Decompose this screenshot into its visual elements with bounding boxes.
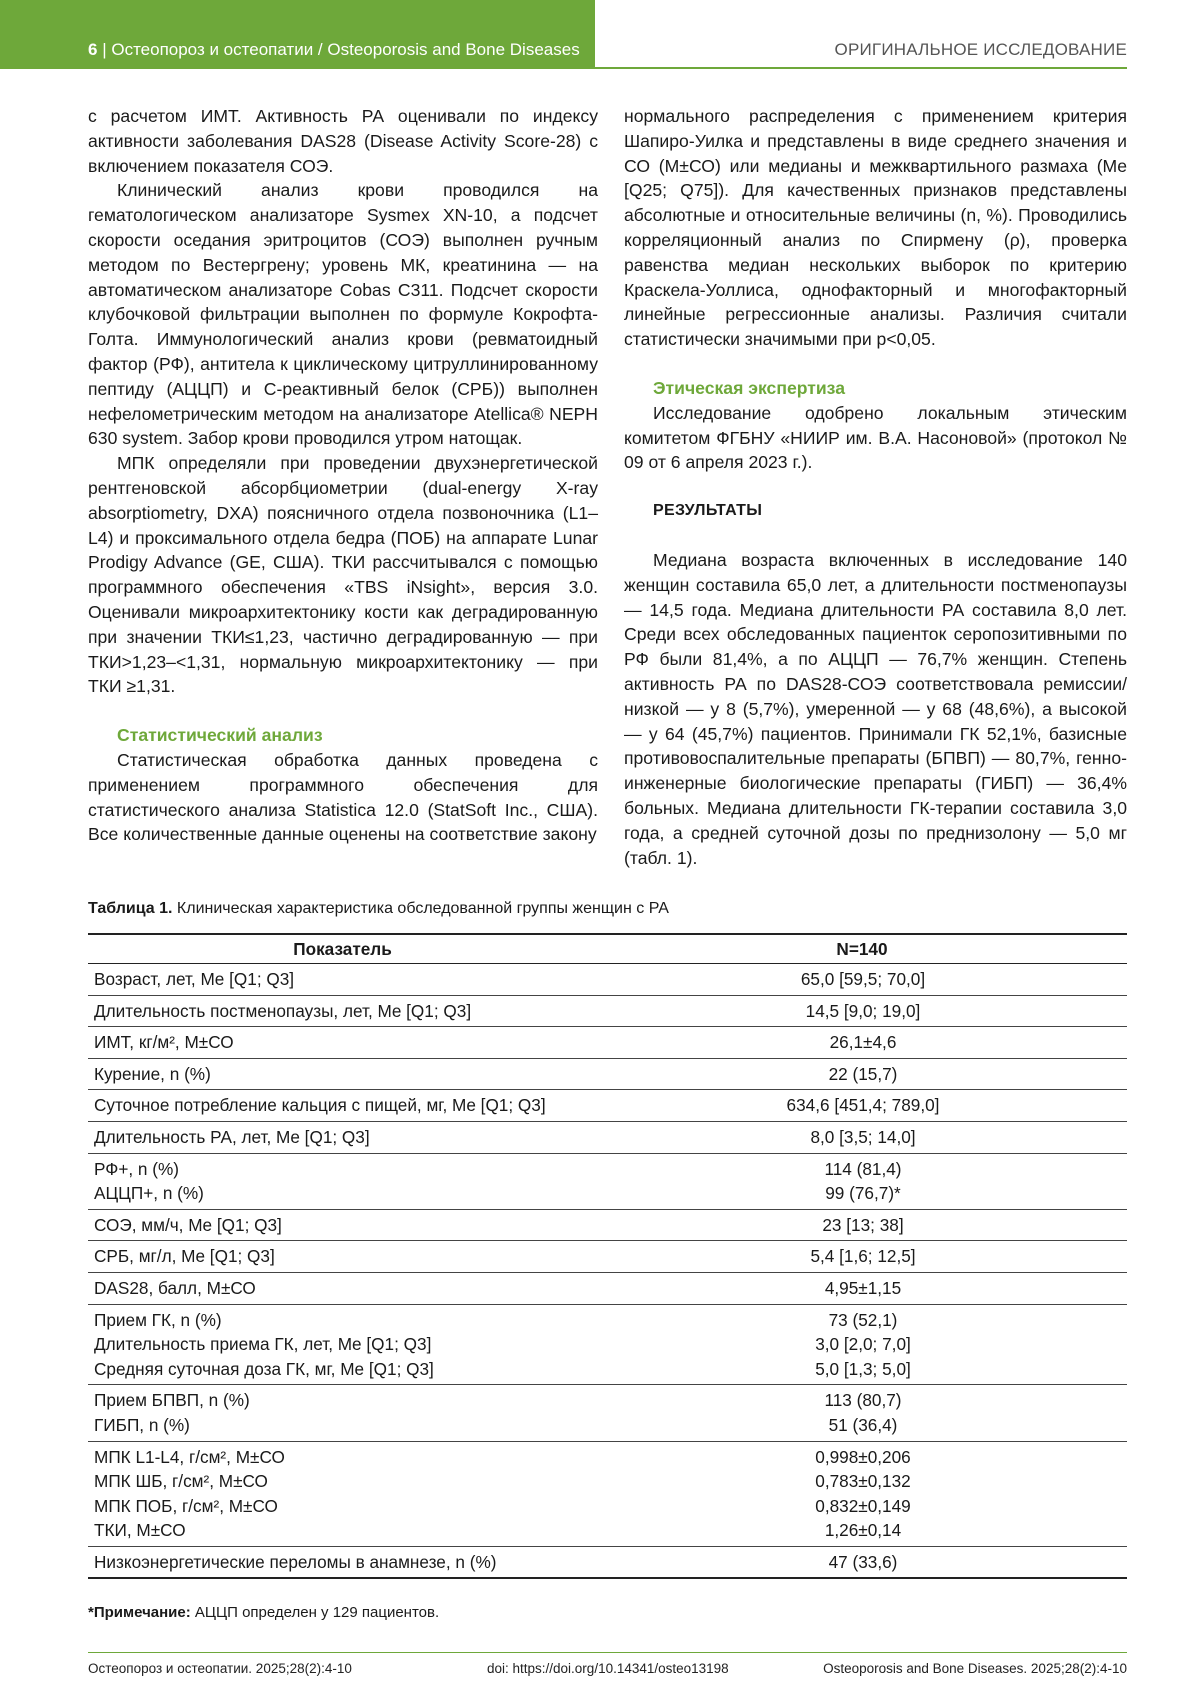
- indicator-value: 0,998±0,206: [815, 1446, 911, 1467]
- indicator-label: Низкоэнергетические переломы в анамнезе, n (%): [94, 1551, 497, 1572]
- indicator-label: МПК ПОБ, г/см², M±СО: [94, 1495, 278, 1516]
- indicator-label: МПК ШБ, г/см², M±СО: [94, 1471, 268, 1492]
- indicator-cell: [88, 995, 597, 1027]
- value-cell: [597, 1153, 1127, 1209]
- indicator-cell: [88, 964, 597, 996]
- indicator-cell: [88, 1027, 597, 1059]
- indicator-label: Длительность постменопаузы, лет, Me [Q1; Q3]: [94, 1000, 472, 1021]
- indicator-value: 114 (81,4): [824, 1158, 902, 1179]
- note-text: АЦЦП определен у 129 пациентов.: [190, 1604, 440, 1621]
- indicator-label: МПК L1-L4, г/см², M±СО: [94, 1446, 285, 1467]
- paragraph: с расчетом ИМТ. Активность РА оценивали по индексу активности заболевания DAS28 (Disease Activity Score-28) с включением показателя СОЭ.: [88, 106, 598, 176]
- indicator-label: ГИБП, n (%): [94, 1414, 190, 1435]
- indicator-value: 23 [13; 38]: [822, 1214, 904, 1235]
- indicator-value: 0,783±0,132: [815, 1471, 911, 1492]
- indicator-label: СОЭ, мм/ч, Me [Q1; Q3]: [94, 1214, 282, 1235]
- table-row: [88, 1441, 1127, 1546]
- table-row: [88, 1090, 1127, 1122]
- table-row: [88, 995, 1127, 1027]
- value-cell: [597, 964, 1127, 996]
- indicator-value: 8,0 [3,5; 14,0]: [810, 1126, 916, 1147]
- value-cell: [597, 1090, 1127, 1122]
- footer-citation-en: Osteoporosis and Bone Diseases. 2025;28(2):4-10: [823, 1661, 1127, 1676]
- indicator-cell: [88, 1058, 597, 1090]
- indicator-label: ТКИ, M±СО: [94, 1520, 186, 1541]
- value-cell: [597, 1272, 1127, 1304]
- indicator-label: Прием БПВП, n (%): [94, 1390, 250, 1411]
- table-body: [88, 964, 1127, 1579]
- value-cell: [597, 1241, 1127, 1273]
- indicator-value: 14,5 [9,0; 19,0]: [805, 1000, 921, 1021]
- indicator-label: АЦЦП+, n (%): [94, 1183, 204, 1204]
- indicator-value: 5,4 [1,6; 12,5]: [810, 1246, 916, 1267]
- running-head: 6 | Остеопороз и остеопатии / Osteoporosis and Bone Diseases: [88, 40, 580, 59]
- table-row: [88, 1121, 1127, 1153]
- indicator-value: 5,0 [1,3; 5,0]: [815, 1358, 911, 1379]
- indicator-value: 26,1±4,6: [829, 1032, 897, 1053]
- table-caption-label: Таблица 1.: [88, 900, 173, 917]
- table-caption: [88, 900, 669, 918]
- table-row: [88, 1272, 1127, 1304]
- indicator-cell: [88, 1121, 597, 1153]
- footer-citation-ru: Остеопороз и остеопатии. 2025;28(2):4-10: [88, 1661, 352, 1676]
- table-header-row: [88, 934, 1127, 964]
- paragraph: нормального распределения с применением критерия Шапиро-Уилка и представлены в виде среднего значения и СО (M±СО) или медианы и межквартильного размаха (Me [Q25; Q75]). Для качественных признаков представлены абсолютные и относительные величины (n, %). Проводились корреляционный анализ по Спирмену (ρ), проверка равенства медиан нескольких выборок по критерию Краскела-Уоллиса, однофакторный и многофакторный линейные регрессионные анализы. Различия считали статистически значимыми при p<0,05.: [624, 106, 1127, 350]
- indicator-value: 51 (36,4): [828, 1414, 898, 1435]
- value-cell: [597, 1058, 1127, 1090]
- indicator-cell: [88, 1209, 597, 1241]
- indicator-value: 3,0 [2,0; 7,0]: [815, 1334, 911, 1355]
- table-row: [88, 1153, 1127, 1209]
- indicator-cell: [88, 1441, 597, 1546]
- indicator-value: 634,6 [451,4; 789,0]: [786, 1095, 940, 1116]
- value-cell: [597, 1441, 1127, 1546]
- indicator-value: 113 (80,7): [824, 1390, 902, 1411]
- page-number: 6: [88, 40, 98, 59]
- section-label: ОРИГИНАЛЬНОЕ ИССЛЕДОВАНИЕ: [834, 40, 1127, 59]
- indicator-cell: [88, 1385, 597, 1441]
- right-column: [624, 104, 1127, 870]
- paragraph: Статистическая обработка данных проведена с применением программного обеспечения для статистического анализа Statistica 12.0 (StatSoft Inc., США). Все количественные данные оценены на соответствие закону: [88, 749, 598, 845]
- indicator-cell: [88, 1272, 597, 1304]
- indicator-cell: [88, 1090, 597, 1122]
- column-header-n: N=140: [597, 934, 1127, 964]
- value-cell: [597, 1546, 1127, 1578]
- indicator-cell: [88, 1304, 597, 1385]
- table-row: [88, 1058, 1127, 1090]
- indicator-label: Суточное потребление кальция с пищей, мг, Me [Q1; Q3]: [94, 1095, 546, 1116]
- indicator-label: ИМТ, кг/м², M±СО: [94, 1032, 234, 1053]
- indicator-cell: [88, 1153, 597, 1209]
- value-cell: [597, 995, 1127, 1027]
- indicator-label: СРБ, мг/л, Me [Q1; Q3]: [94, 1246, 275, 1267]
- left-column: [88, 104, 598, 847]
- indicator-value: 99 (76,7)*: [825, 1183, 901, 1204]
- footer-doi: doi: https://doi.org/10.14341/osteo13198: [487, 1661, 729, 1676]
- paragraph: Исследование одобрено локальным этическим комитетом ФГБНУ «НИИР им. В.А. Насоновой» (протокол № 09 от 6 апреля 2023 г.).: [624, 402, 1127, 473]
- stat-analysis-heading: Статистический анализ: [117, 725, 323, 746]
- value-cell: [597, 1304, 1127, 1385]
- indicator-label: DAS28, балл, M±СО: [94, 1277, 256, 1298]
- clinical-table: [88, 933, 1127, 1579]
- results-heading: РЕЗУЛЬТАТЫ: [653, 502, 763, 520]
- value-cell: [597, 1121, 1127, 1153]
- table-row: [88, 1241, 1127, 1273]
- table-row: [88, 1027, 1127, 1059]
- indicator-value: 22 (15,7): [828, 1063, 898, 1084]
- indicator-value: 0,832±0,149: [815, 1495, 911, 1516]
- indicator-value: 73 (52,1): [828, 1309, 898, 1330]
- value-cell: [597, 1209, 1127, 1241]
- value-cell: [597, 1027, 1127, 1059]
- indicator-label: Длительность приема ГК, лет, Me [Q1; Q3]: [94, 1334, 432, 1355]
- indicator-label: РФ+, n (%): [94, 1158, 179, 1179]
- indicator-cell: [88, 1241, 597, 1273]
- footer-rule: [88, 1652, 1127, 1653]
- indicator-cell: [88, 1546, 597, 1578]
- indicator-value: 4,95±1,15: [824, 1277, 902, 1298]
- indicator-label: Курение, n (%): [94, 1063, 211, 1084]
- header-rule: [595, 67, 1127, 69]
- paragraph: Медиана возраста включенных в исследование 140 женщин составила 65,0 лет, а длительности постменопаузы — 14,5 года. Медиана длительности РА составила 8,0 лет. Среди всех обследованных пациенток серопозитивными по РФ были 81,4%, а по АЦЦП — 76,7% женщин. Степень активность РА по DAS28-СОЭ соответствовала ремиссии/низкой — у 8 (5,7%), умеренной — у 68 (48,6%), а высокой — у 64 (45,7%) пациентов. Принимали ГК 52,1%, базисные противовоспалительные препараты (БПВП) — 80,7%, генно-инженерные биологические препараты (ГИБП) — 36,4% больных. Медиана длительности ГК-терапии составила 3,0 года, а средней суточной дозы по преднизолону — 5,0 мг (табл. 1).: [624, 549, 1127, 868]
- journal-title: Остеопороз и остеопатии / Osteoporosis and Bone Diseases: [111, 40, 580, 59]
- column-header-indicator: Показатель: [88, 934, 597, 964]
- indicator-label: Длительность РА, лет, Me [Q1; Q3]: [94, 1126, 370, 1147]
- note-label: *Примечание:: [88, 1604, 191, 1621]
- table-caption-text: Клиническая характеристика обследованной группы женщин с РА: [172, 900, 669, 917]
- table-row: [88, 964, 1127, 996]
- indicator-label: Прием ГК, n (%): [94, 1309, 222, 1330]
- table-row: [88, 1546, 1127, 1578]
- indicator-label: Возраст, лет, Me [Q1; Q3]: [94, 969, 295, 989]
- ethics-heading: Этическая экспертиза: [653, 377, 845, 398]
- indicator-value: 1,26±0,14: [824, 1520, 902, 1541]
- indicator-label: Средняя суточная доза ГК, мг, Me [Q1; Q3]: [94, 1358, 434, 1379]
- paragraph: МПК определяли при проведении двухэнергетической рентгеновской абсорбциометрии (dual-energy X-ray absorptiometry, DXA) поясничного отдела позвоночника (L1–L4) и проксимального отдела бедра (ПОБ) на аппарате Lunar Prodigy Advance (GE, США). ТКИ рассчитывался с помощью программного обеспечения «TBS iNsight», версия 3.0. Оценивали микроархитектонику кости как деградированную при значении ТКИ≤1,23, частично деградированную — при ТКИ>1,23–<1,31, нормальную микроархитектонику — при ТКИ ≥1,31.: [88, 453, 598, 697]
- value-cell: [597, 1385, 1127, 1441]
- indicator-value: 65,0 [59,5; 70,0]: [800, 969, 926, 989]
- table-row: [88, 1209, 1127, 1241]
- table-note: [88, 1604, 439, 1621]
- indicator-value: 47 (33,6): [828, 1551, 898, 1572]
- paragraph: Клинический анализ крови проводился на гематологическом анализаторе Sysmex XN-10, а подсчет скорости оседания эритроцитов (СОЭ) выполнен ручным методом по Вестергрену; уровень МК, креатинина — на автоматическом анализаторе Cobas C311. Подсчет скорости клубочковой фильтрации выполнен по формуле Кокрофта-Голта. Иммунологический анализ крови (ревматоидный фактор (РФ), антитела к циклическому цитруллинированному пептиду (АЦЦП) и С-реактивный белок (СРБ)) выполнен нефелометрическим методом на анализаторе Atellica® NEPH 630 system. Забор крови проводился утром натощак.: [88, 180, 598, 449]
- table-row: [88, 1385, 1127, 1441]
- table-row: [88, 1304, 1127, 1385]
